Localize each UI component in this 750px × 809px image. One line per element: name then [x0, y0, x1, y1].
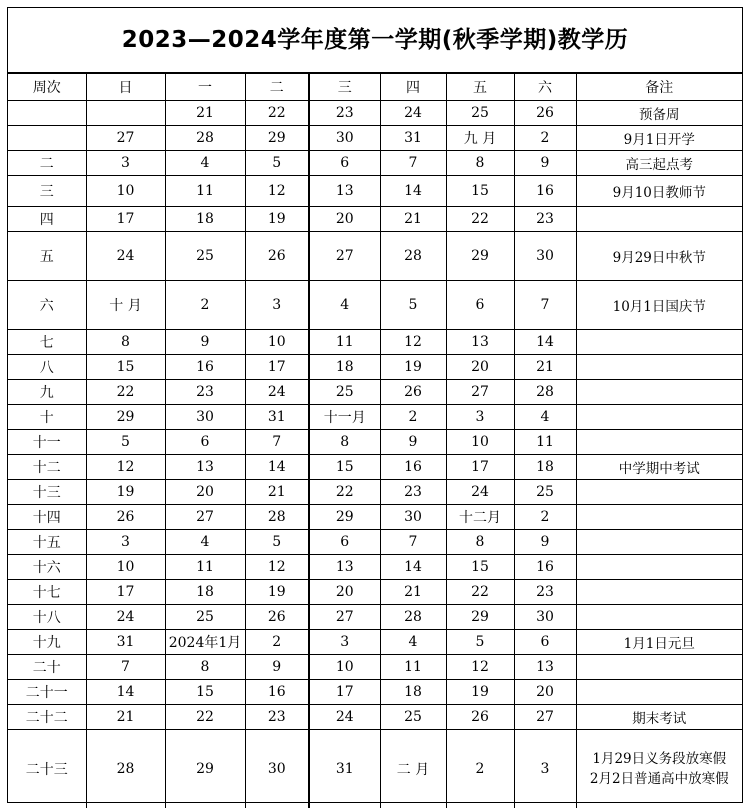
week-number-cell: 六 [8, 281, 86, 330]
day-cell-thu: 二 月 [380, 730, 446, 808]
day-cell-mon: 22 [165, 705, 245, 730]
week-number-cell: 十三 [8, 480, 86, 505]
day-cell-sat: 28 [514, 380, 576, 405]
header-tue: 二 [245, 74, 309, 101]
day-cell-fri: 22 [446, 580, 514, 605]
note-cell: 9月1日开学 [576, 126, 742, 151]
day-cell-fri: 26 [446, 705, 514, 730]
day-cell-wed: 18 [309, 355, 380, 380]
day-cell-sat: 11 [514, 430, 576, 455]
day-cell-mon: 4 [165, 151, 245, 176]
day-cell-mon: 25 [165, 605, 245, 630]
day-cell-sat: 16 [514, 176, 576, 207]
day-cell-sun: 5 [86, 430, 165, 455]
day-cell-sat: 27 [514, 705, 576, 730]
note-cell [576, 207, 742, 232]
note-cell: 中学期中考试 [576, 455, 742, 480]
day-cell-mon: 6 [165, 430, 245, 455]
day-cell-thu: 19 [380, 355, 446, 380]
day-cell-tue: 21 [245, 480, 309, 505]
note-cell: 预备周 [576, 101, 742, 126]
week-number-cell: 八 [8, 355, 86, 380]
day-cell-thu: 9 [380, 430, 446, 455]
day-cell-sat: 30 [514, 232, 576, 281]
week-row [8, 207, 742, 232]
week-row [8, 455, 742, 480]
day-cell-wed: 13 [309, 176, 380, 207]
day-cell-fri: 10 [446, 430, 514, 455]
day-cell-mon: 28 [165, 126, 245, 151]
week-number-cell: 四 [8, 207, 86, 232]
day-cell-tue: 12 [245, 555, 309, 580]
day-cell-thu: 7 [380, 151, 446, 176]
day-cell-wed: 27 [309, 605, 380, 630]
day-cell-wed: 11 [309, 330, 380, 355]
note-line: 2月2日普通高中放寒假 [589, 770, 729, 787]
note-cell [576, 430, 742, 455]
week-number-cell [8, 126, 86, 151]
day-cell-sun: 24 [86, 232, 165, 281]
day-cell-fri: 8 [446, 530, 514, 555]
week-row [8, 655, 742, 680]
day-cell-fri: 2 [446, 730, 514, 808]
header-sat: 六 [514, 74, 576, 101]
day-cell-sat: 4 [514, 405, 576, 430]
week-row [8, 555, 742, 580]
day-cell-sun: 10 [86, 555, 165, 580]
day-cell-wed: 30 [309, 126, 380, 151]
day-cell-wed: 13 [309, 555, 380, 580]
day-cell-thu: 30 [380, 505, 446, 530]
day-cell-thu: 21 [380, 580, 446, 605]
day-cell-sat: 21 [514, 355, 576, 380]
note-cell [576, 555, 742, 580]
day-cell-wed: 31 [309, 730, 380, 808]
day-cell-thu: 21 [380, 207, 446, 232]
day-cell-mon: 4 [165, 530, 245, 555]
day-cell-thu: 24 [380, 101, 446, 126]
week-row [8, 730, 742, 808]
calendar-sheet [7, 7, 743, 803]
note-cell: 1月1日元旦 [576, 630, 742, 655]
calendar-table [8, 73, 742, 808]
day-cell-sun: 12 [86, 455, 165, 480]
week-row [8, 680, 742, 705]
day-cell-thu: 11 [380, 655, 446, 680]
day-cell-sat: 2 [514, 126, 576, 151]
week-row [8, 480, 742, 505]
week-row [8, 330, 742, 355]
week-number-cell: 十五 [8, 530, 86, 555]
day-cell-sun: 3 [86, 530, 165, 555]
day-cell-wed: 10 [309, 655, 380, 680]
day-cell-mon: 9 [165, 330, 245, 355]
day-cell-sun: 7 [86, 655, 165, 680]
note-cell [576, 405, 742, 430]
note-cell [576, 505, 742, 530]
week-row [8, 126, 742, 151]
week-number-cell: 二 [8, 151, 86, 176]
note-cell [576, 380, 742, 405]
day-cell-sun: 8 [86, 330, 165, 355]
day-cell-wed: 27 [309, 232, 380, 281]
week-number-cell [8, 101, 86, 126]
note-cell [576, 530, 742, 555]
header-week: 周次 [8, 74, 86, 101]
day-cell-tue: 19 [245, 207, 309, 232]
day-cell-fri: 24 [446, 480, 514, 505]
day-cell-sun [86, 101, 165, 126]
day-cell-thu: 18 [380, 680, 446, 705]
day-cell-fri: 25 [446, 101, 514, 126]
note-cell: 期末考试 [576, 705, 742, 730]
day-cell-wed: 22 [309, 480, 380, 505]
day-cell-tue: 30 [245, 730, 309, 808]
note-cell [576, 580, 742, 605]
day-cell-sun: 17 [86, 580, 165, 605]
day-cell-sat: 26 [514, 101, 576, 126]
week-number-cell: 五 [8, 232, 86, 281]
day-cell-thu: 7 [380, 530, 446, 555]
note-cell: 9月29日中秋节 [576, 232, 742, 281]
week-number-cell: 十一 [8, 430, 86, 455]
day-cell-mon: 27 [165, 505, 245, 530]
day-cell-wed: 20 [309, 207, 380, 232]
day-cell-mon: 30 [165, 405, 245, 430]
day-cell-mon: 16 [165, 355, 245, 380]
week-row [8, 232, 742, 281]
day-cell-mon: 13 [165, 455, 245, 480]
day-cell-mon: 20 [165, 480, 245, 505]
week-row [8, 281, 742, 330]
week-row [8, 580, 742, 605]
day-cell-sun: 十 月 [86, 281, 165, 330]
day-cell-thu: 5 [380, 281, 446, 330]
day-cell-thu: 28 [380, 232, 446, 281]
day-cell-tue: 9 [245, 655, 309, 680]
day-cell-wed: 24 [309, 705, 380, 730]
day-cell-mon: 23 [165, 380, 245, 405]
day-cell-tue: 19 [245, 580, 309, 605]
day-cell-sat: 20 [514, 680, 576, 705]
day-cell-wed: 8 [309, 430, 380, 455]
header-row [8, 74, 742, 101]
day-cell-mon: 2024年1月 [165, 630, 245, 655]
day-cell-sat: 3 [514, 730, 576, 808]
day-cell-tue: 16 [245, 680, 309, 705]
day-cell-wed: 4 [309, 281, 380, 330]
header-fri: 五 [446, 74, 514, 101]
day-cell-tue: 5 [245, 151, 309, 176]
day-cell-sat: 13 [514, 655, 576, 680]
day-cell-sun: 17 [86, 207, 165, 232]
day-cell-tue: 17 [245, 355, 309, 380]
day-cell-sat: 2 [514, 505, 576, 530]
day-cell-wed: 3 [309, 630, 380, 655]
calendar-title: 2023—2024学年度第一学期(秋季学期)教学历 [8, 8, 742, 73]
day-cell-sat: 9 [514, 151, 576, 176]
day-cell-sun: 22 [86, 380, 165, 405]
week-number-cell: 二十三 [8, 730, 86, 808]
day-cell-fri: 19 [446, 680, 514, 705]
day-cell-fri: 5 [446, 630, 514, 655]
day-cell-tue: 12 [245, 176, 309, 207]
day-cell-thu: 14 [380, 176, 446, 207]
week-number-cell: 九 [8, 380, 86, 405]
day-cell-mon: 2 [165, 281, 245, 330]
day-cell-wed: 十一月 [309, 405, 380, 430]
week-row [8, 380, 742, 405]
day-cell-tue: 2 [245, 630, 309, 655]
note-cell [576, 730, 742, 808]
day-cell-wed: 6 [309, 151, 380, 176]
day-cell-tue: 31 [245, 405, 309, 430]
day-cell-tue: 29 [245, 126, 309, 151]
week-row [8, 355, 742, 380]
day-cell-mon: 21 [165, 101, 245, 126]
day-cell-sat: 9 [514, 530, 576, 555]
day-cell-thu: 2 [380, 405, 446, 430]
day-cell-sun: 14 [86, 680, 165, 705]
day-cell-sat: 23 [514, 580, 576, 605]
week-row [8, 630, 742, 655]
week-number-cell: 三 [8, 176, 86, 207]
day-cell-tue: 7 [245, 430, 309, 455]
day-cell-mon: 29 [165, 730, 245, 808]
week-row [8, 101, 742, 126]
week-row [8, 151, 742, 176]
day-cell-mon: 11 [165, 555, 245, 580]
day-cell-mon: 11 [165, 176, 245, 207]
day-cell-fri: 29 [446, 605, 514, 630]
day-cell-mon: 15 [165, 680, 245, 705]
day-cell-thu: 4 [380, 630, 446, 655]
day-cell-fri: 6 [446, 281, 514, 330]
header-thu: 四 [380, 74, 446, 101]
week-number-cell: 二十二 [8, 705, 86, 730]
day-cell-tue: 23 [245, 705, 309, 730]
day-cell-sat: 23 [514, 207, 576, 232]
day-cell-fri: 17 [446, 455, 514, 480]
week-number-cell: 二十一 [8, 680, 86, 705]
day-cell-sun: 31 [86, 630, 165, 655]
note-cell [576, 330, 742, 355]
note-cell [576, 605, 742, 630]
week-row [8, 176, 742, 207]
day-cell-tue: 3 [245, 281, 309, 330]
day-cell-sat: 7 [514, 281, 576, 330]
day-cell-fri: 20 [446, 355, 514, 380]
week-row [8, 530, 742, 555]
day-cell-sun: 19 [86, 480, 165, 505]
day-cell-fri: 27 [446, 380, 514, 405]
day-cell-thu: 14 [380, 555, 446, 580]
day-cell-sun: 27 [86, 126, 165, 151]
day-cell-sun: 10 [86, 176, 165, 207]
day-cell-thu: 26 [380, 380, 446, 405]
day-cell-tue: 22 [245, 101, 309, 126]
day-cell-sun: 24 [86, 605, 165, 630]
day-cell-thu: 28 [380, 605, 446, 630]
note-line: 1月29日义务段放寒假 [592, 750, 727, 767]
note-cell [576, 355, 742, 380]
day-cell-fri: 13 [446, 330, 514, 355]
day-cell-sun: 3 [86, 151, 165, 176]
week-number-cell: 十八 [8, 605, 86, 630]
day-cell-wed: 29 [309, 505, 380, 530]
week-row [8, 430, 742, 455]
note-cell: 10月1日国庆节 [576, 281, 742, 330]
week-number-cell: 十七 [8, 580, 86, 605]
week-number-cell: 十二 [8, 455, 86, 480]
note-cell [576, 680, 742, 705]
day-cell-fri: 3 [446, 405, 514, 430]
day-cell-tue: 28 [245, 505, 309, 530]
day-cell-fri: 九 月 [446, 126, 514, 151]
day-cell-thu: 31 [380, 126, 446, 151]
week-row [8, 405, 742, 430]
header-wed: 三 [309, 74, 380, 101]
day-cell-sat: 14 [514, 330, 576, 355]
day-cell-fri: 12 [446, 655, 514, 680]
day-cell-sat: 16 [514, 555, 576, 580]
day-cell-wed: 17 [309, 680, 380, 705]
week-row [8, 505, 742, 530]
day-cell-thu: 25 [380, 705, 446, 730]
day-cell-wed: 23 [309, 101, 380, 126]
day-cell-tue: 26 [245, 605, 309, 630]
day-cell-fri: 22 [446, 207, 514, 232]
day-cell-wed: 6 [309, 530, 380, 555]
day-cell-thu: 12 [380, 330, 446, 355]
week-row [8, 705, 742, 730]
header-sun: 日 [86, 74, 165, 101]
day-cell-mon: 18 [165, 207, 245, 232]
week-row [8, 605, 742, 630]
day-cell-fri: 15 [446, 555, 514, 580]
day-cell-tue: 26 [245, 232, 309, 281]
day-cell-fri: 15 [446, 176, 514, 207]
day-cell-mon: 18 [165, 580, 245, 605]
day-cell-sat: 18 [514, 455, 576, 480]
header-notes: 备注 [576, 74, 742, 101]
day-cell-fri: 十二月 [446, 505, 514, 530]
day-cell-tue: 14 [245, 455, 309, 480]
note-cell [576, 480, 742, 505]
week-number-cell: 十六 [8, 555, 86, 580]
day-cell-tue: 24 [245, 380, 309, 405]
day-cell-wed: 15 [309, 455, 380, 480]
day-cell-fri: 29 [446, 232, 514, 281]
day-cell-sat: 25 [514, 480, 576, 505]
week-number-cell: 十四 [8, 505, 86, 530]
week-number-cell: 十 [8, 405, 86, 430]
day-cell-tue: 5 [245, 530, 309, 555]
day-cell-thu: 16 [380, 455, 446, 480]
day-cell-mon: 8 [165, 655, 245, 680]
day-cell-wed: 25 [309, 380, 380, 405]
day-cell-sun: 29 [86, 405, 165, 430]
day-cell-sun: 28 [86, 730, 165, 808]
day-cell-mon: 25 [165, 232, 245, 281]
week-number-cell: 二十 [8, 655, 86, 680]
day-cell-sun: 26 [86, 505, 165, 530]
note-cell: 9月10日教师节 [576, 176, 742, 207]
day-cell-sat: 6 [514, 630, 576, 655]
week-number-cell: 十九 [8, 630, 86, 655]
week-number-cell: 七 [8, 330, 86, 355]
day-cell-tue: 10 [245, 330, 309, 355]
day-cell-fri: 8 [446, 151, 514, 176]
day-cell-wed: 20 [309, 580, 380, 605]
day-cell-sat: 30 [514, 605, 576, 630]
day-cell-thu: 23 [380, 480, 446, 505]
header-mon: 一 [165, 74, 245, 101]
note-cell [576, 655, 742, 680]
note-cell: 高三起点考 [576, 151, 742, 176]
day-cell-sun: 15 [86, 355, 165, 380]
day-cell-sun: 21 [86, 705, 165, 730]
